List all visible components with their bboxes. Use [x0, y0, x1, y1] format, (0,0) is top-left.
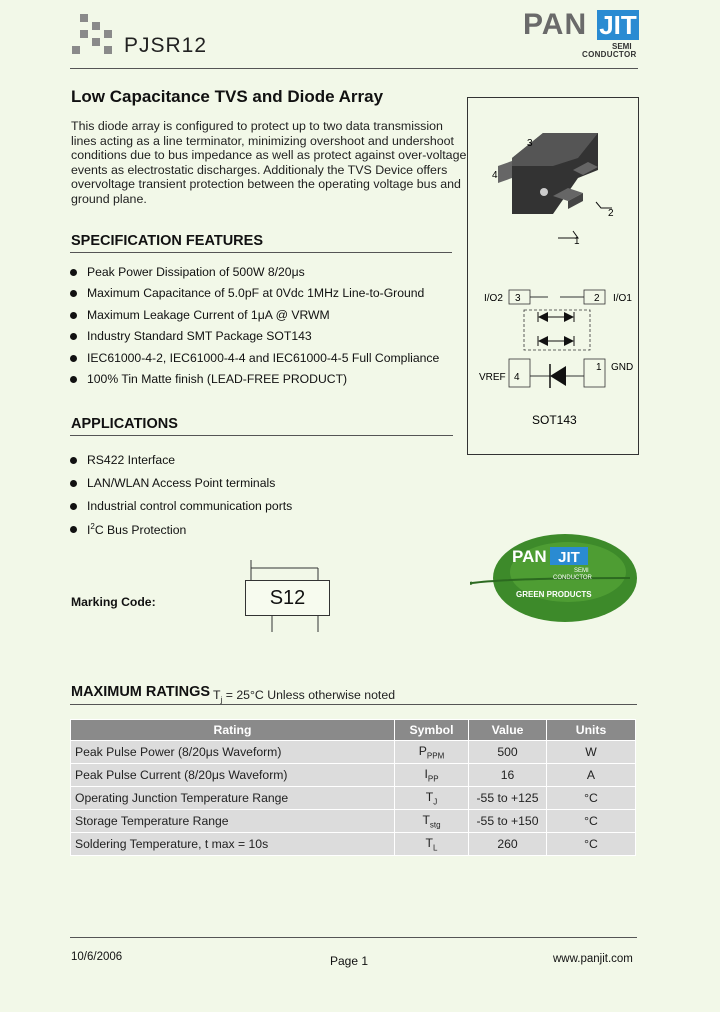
applications-rule [70, 435, 453, 436]
header-rule [70, 68, 638, 69]
spec-item: IEC61000-4-2, IEC61000-4-4 and IEC61000-4-5 Full Compliance [70, 351, 439, 372]
spec-item: Peak Power Dissipation of 500W 8/20μs [70, 265, 439, 286]
brand-pan: PAN [523, 8, 588, 41]
brand-semi: SEMI [612, 42, 632, 51]
package-diagram-box [467, 97, 639, 455]
spec-item: 100% Tin Matte finish (LEAD-FREE PRODUCT) [70, 372, 439, 393]
value-cell: 500 [469, 741, 547, 764]
marking-code: S12 [245, 580, 330, 616]
applications-heading: APPLICATIONS [71, 416, 178, 432]
ratings-condition-symbol: T [213, 688, 221, 702]
table-row [71, 764, 636, 787]
schematic-vref-label: VREF [479, 372, 506, 383]
table-row [71, 810, 636, 833]
badge-conductor: CONDUCTOR [553, 575, 592, 581]
units-cell: W [547, 741, 636, 764]
footer-date: 10/6/2006 [71, 951, 123, 963]
rating-cell: Peak Pulse Current (8/20μs Waveform) [71, 764, 395, 787]
rating-cell: Operating Junction Temperature Range [71, 787, 395, 810]
col-value: Value [469, 720, 547, 741]
applications-list [70, 453, 292, 545]
value-cell: -55 to +150 [469, 810, 547, 833]
rating-cell: Soldering Temperature, t max = 10s [71, 833, 395, 856]
schematic-io1-label: I/O1 [613, 293, 632, 304]
i2c-sup: 2 [90, 522, 95, 531]
pkg-pin-2: 2 [608, 208, 614, 219]
schematic-io2-label: I/O2 [484, 293, 503, 304]
pkg-pin-4: 4 [492, 170, 498, 181]
table-row [71, 833, 636, 856]
schematic-pin-4: 4 [514, 372, 520, 383]
application-item: Industrial control communication ports [70, 499, 292, 522]
badge-semi: SEMI [574, 568, 589, 574]
ratings-header-row [71, 720, 636, 741]
symbol-cell: $T_{stg}$ [395, 810, 469, 833]
rating-cell: Peak Pulse Power (8/20μs Waveform) [71, 741, 395, 764]
schematic-pin-1: 1 [596, 362, 602, 373]
table-row [71, 787, 636, 810]
green-products-badge [470, 528, 640, 628]
schematic [479, 290, 633, 427]
badge-tagline: GREEN PRODUCTS [516, 590, 592, 599]
ratings-heading: MAXIMUM RATINGS [71, 684, 211, 700]
symbol-cell: $I_{PP}$ [395, 764, 469, 787]
table-row [71, 741, 636, 764]
application-item-i2c [70, 522, 292, 545]
value-cell: 260 [469, 833, 547, 856]
part-number: PJSR12 [124, 34, 208, 57]
symbol-cell: $P_{PPM}$ [395, 741, 469, 764]
spec-item: Industry Standard SMT Package SOT143 [70, 329, 439, 350]
value-cell: 16 [469, 764, 547, 787]
spec-rule [70, 252, 452, 253]
schematic-pin-3: 3 [515, 293, 521, 304]
value-cell: -55 to +125 [469, 787, 547, 810]
badge-pan: PAN [512, 547, 547, 566]
rating-cell: Storage Temperature Range [71, 810, 395, 833]
footer-rule [70, 937, 637, 938]
schematic-package-name: SOT143 [532, 413, 577, 427]
col-symbol: Symbol [395, 720, 469, 741]
brand-conductor: CONDUCTOR [582, 50, 637, 59]
symbol-cell: $T_J$ [395, 787, 469, 810]
footer-url[interactable]: www.panjit.com [553, 953, 633, 965]
ratings-rule [70, 704, 637, 705]
units-cell: A [547, 764, 636, 787]
spec-list [70, 265, 439, 393]
spec-item: Maximum Capacitance of 5.0pF at 0Vdc 1MHz Line-to-Ground [70, 286, 439, 307]
spec-heading: SPECIFICATION FEATURES [71, 233, 263, 249]
i2c-prefix: I [87, 523, 91, 538]
ratings-condition-text: = 25°C Unless otherwise noted [225, 688, 396, 702]
application-item: LAN/WLAN Access Point terminals [70, 476, 292, 499]
application-item: RS422 Interface [70, 453, 292, 476]
schematic-gnd-label: GND [611, 362, 634, 373]
units-cell: °C [547, 787, 636, 810]
badge-jit: JIT [558, 549, 580, 566]
schematic-pin-2: 2 [594, 293, 600, 304]
package-diagram [468, 98, 638, 454]
page-title: Low Capacitance TVS and Diode Array [71, 87, 384, 106]
ratings-table [70, 719, 636, 856]
marking-label: Marking Code: [71, 595, 156, 609]
intro-paragraph: This diode array is configured to protect up to two data transmission lines acting as a line terminator, minimizing overshoot and undershoot conditions due to bus impedance as well as protect against over-voltage events as electrostatic discharges. Additionaly the TVS Device offers overvoltage transient protection between the operating voltage bus and ground plane. [71, 119, 467, 206]
spec-item: Maximum Leakage Current of 1μA @ VRWM [70, 308, 439, 329]
footer-page: Page 1 [330, 954, 369, 968]
units-cell: °C [547, 810, 636, 833]
symbol-cell: $T_L$ [395, 833, 469, 856]
ratings-condition-sub: j [220, 695, 223, 705]
i2c-rest: C Bus Protection [94, 523, 187, 538]
col-units: Units [547, 720, 636, 741]
col-rating: Rating [71, 720, 395, 741]
pkg-pin-1: 1 [574, 236, 580, 247]
units-cell: °C [547, 833, 636, 856]
pkg-pin-3: 3 [527, 138, 533, 149]
brand-jit: JIT [597, 10, 639, 40]
ratings-condition [213, 688, 395, 704]
